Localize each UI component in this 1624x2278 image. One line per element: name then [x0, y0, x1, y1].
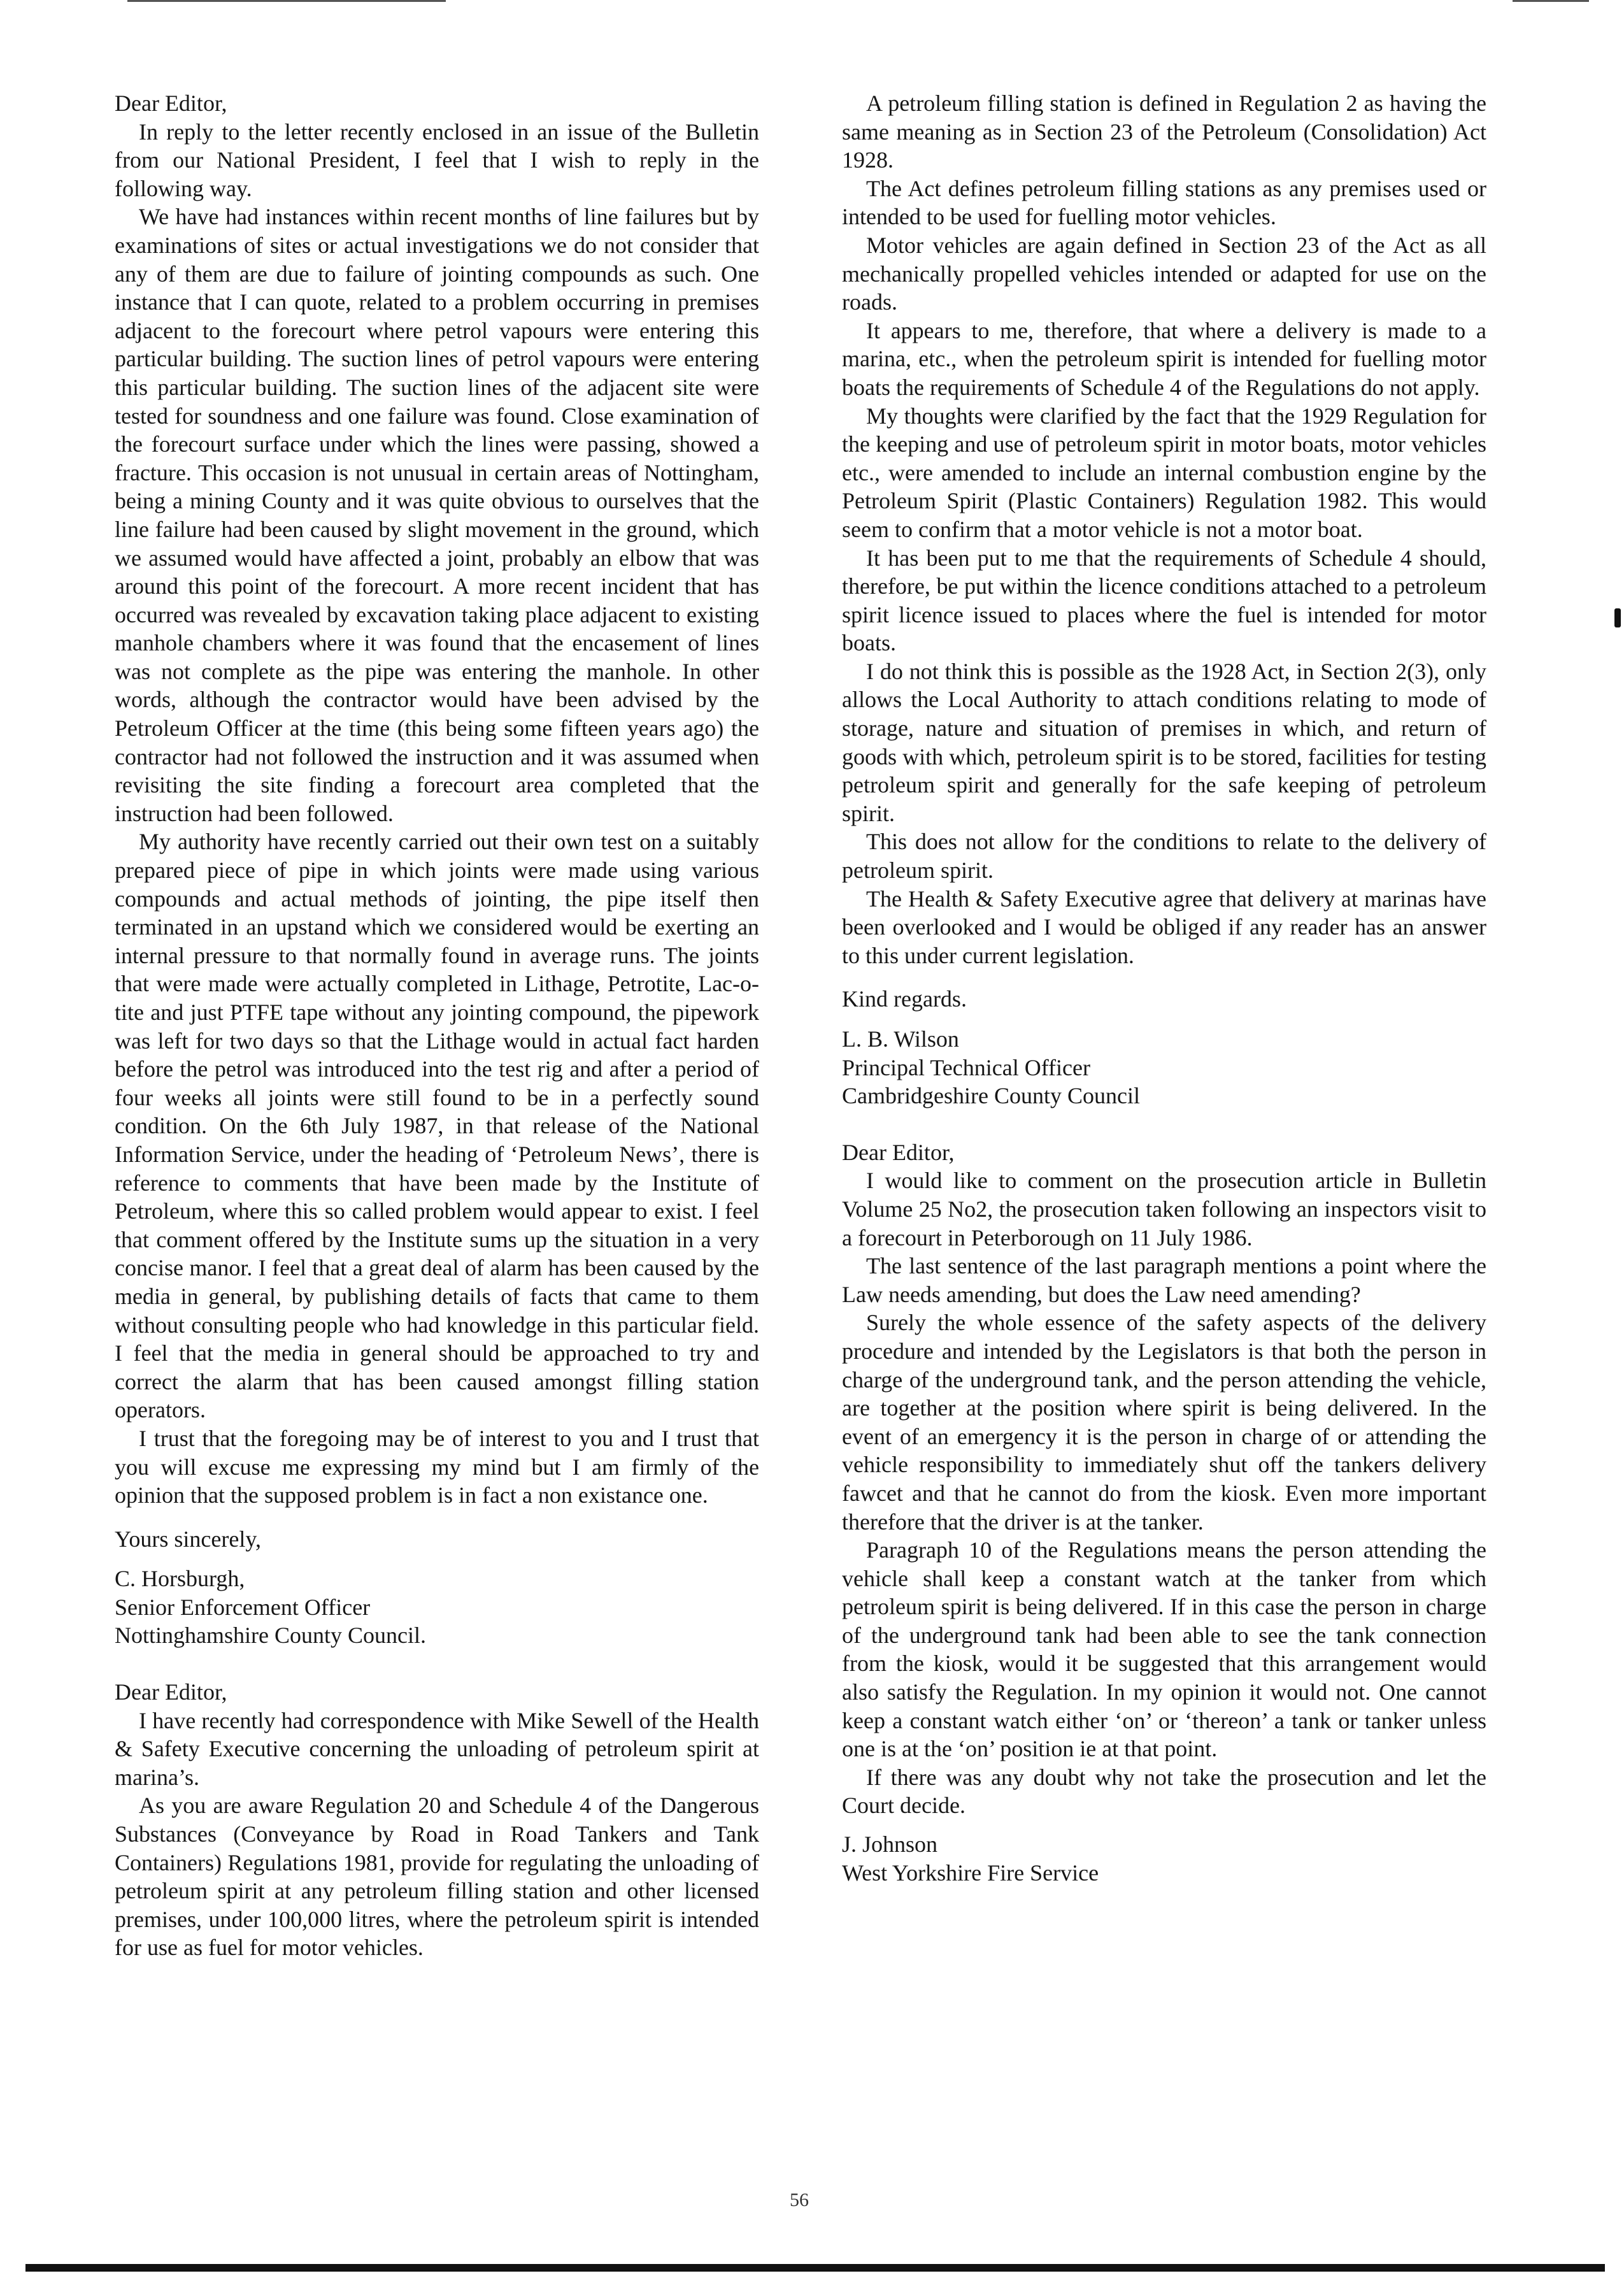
paragraph: The Health & Safety Executive agree that delivery at marinas have been overlooked and I would be obliged if any reader has an answer to this under current legislation. — [842, 885, 1486, 968]
signature-block — [842, 1025, 1486, 1110]
paragraph: Paragraph 10 of the Regulations means the person attending the vehicle shall keep a constant watch at the tanker from which petroleum spirit is being delivered. If in this case the person in charge of the underground tank had been able to see the tank connection from the kiosk, would it be suggested that this arrangement would also satisfy the Regulation. In my opinion it would not. One cannot keep a constant watch either ‘on’ or ‘thereon’ a tank or tanker unless one is at the ‘on’ position ie at that point. — [842, 1537, 1486, 1762]
paragraph: The Act defines petroleum filling stations as any premises used or intended to be used for fuelling motor vehicles. — [842, 175, 1486, 230]
signature-title: Principal Technical Officer — [842, 1054, 1090, 1080]
left-column — [115, 89, 759, 1962]
paragraph: The last sentence of the last paragraph mentions a point where the Law needs amending, but does the Law need amending? — [842, 1253, 1486, 1307]
paragraph: I trust that the foregoing may be of interest to you and I trust that you will excuse me expressing my mind but I am firmly of the opinion that the supposed problem is in fact a non existance one. — [115, 1425, 759, 1508]
salutation: Dear Editor, — [115, 1679, 227, 1705]
right-column — [842, 89, 1486, 1887]
paragraph: I do not think this is possible as the 1928 Act, in Section 2(3), only allows the Local Authority to attach conditions relating to mode of storage, nature and situation of premises in which, and return of goods with which, petroleum spirit is to be stored, facilities for testing petroleum spirit and generally for the safe keeping of petroleum spirit. — [842, 658, 1486, 826]
paragraph: This does not allow for the conditions to relate to the delivery of petroleum spirit. — [842, 829, 1486, 884]
paragraph: As you are aware Regulation 20 and Schedule 4 of the Dangerous Substances (Conveyance by Road in Road Tankers and Tank Containers) Regulations 1981, provide for regulating the unloading of petroleum spirit at any petroleum filling station and other licensed premises, under 100,000 litres, where the petroleum spirit is intended for use as fuel for motor vehicles. — [115, 1793, 759, 1961]
letter-wilson-part-2 — [842, 89, 1486, 1110]
letter-johnson — [842, 1138, 1486, 1887]
paragraph: I would like to comment on the prosecution article in Bulletin Volume 25 No2, the prosecution taken following an inspectors visit to a forecourt in Peterborough on 11 July 1986. — [842, 1168, 1486, 1250]
signature-name: L. B. Wilson — [842, 1026, 959, 1052]
paragraph: My authority have recently carried out their own test on a suitably prepared piece of pipe in which joints were made using various compounds and actual methods of jointing, the pipe itself then terminated in an upstand which we considered would be exerting an internal pressure to that normally found in average runs. The joints that were made were actually completed in Lithage, Petrotite, Lac-o-tite and just PTFE tape without any jointing compound, the pipework was left for two days so that the Lithage would in actual fact harden before the petrol was introduced into the test rig and after a period of four weeks all joints were still found to be in a perfectly sound condition. On the 6th July 1987, in that release of the National Information Service, under the heading of ‘Petroleum News’, there is reference to comments that have been made by the Institute of Petroleum, where this so called problem would appear to exist. I feel that comment offered by the Institute sums up the situation in a very concise manor. I feel that a great deal of alarm has been caused by the media in general, by publishing details of facts that came to them without consulting people who had knowledge in this particular field. I feel that the media in general should be approached to try and correct the alarm that has been caused amongst filling station operators. — [115, 829, 759, 1423]
paragraph: Surely the whole essence of the safety aspects of the delivery procedure and intended by the Legislators is that both the person in charge of the underground tank, and the person attending the vehicle, are together at the position where spirit is being delivered. In the event of an emergency it is the person in charge of or attending the vehicle responsibility to immediately shut off the tankers delivery fawcet and that he cannot do from the kiosk. Even more important therefore that the driver is at the tanker. — [842, 1310, 1486, 1535]
bottom-scan-edge — [25, 2264, 1605, 2272]
letter-wilson-part-1 — [115, 1678, 759, 1962]
signature-organization: West Yorkshire Fire Service — [842, 1859, 1099, 1886]
closing: Yours sincerely, — [115, 1526, 261, 1552]
paragraph: It has been put to me that the requirements of Schedule 4 should, therefore, be put within the licence conditions attached to a petroleum spirit licence issued to places where the fuel is intended for motor boats. — [842, 545, 1486, 656]
letter-horsburgh — [115, 89, 759, 1650]
salutation: Dear Editor, — [115, 90, 227, 116]
signature-name: J. Johnson — [842, 1831, 938, 1858]
top-rule-right — [1513, 0, 1589, 2]
paragraph: A petroleum filling station is defined in Regulation 2 as having the same meaning as in Section 23 of the Petroleum (Consolidation) Act 1928. — [842, 90, 1486, 173]
signature-name: C. Horsburgh, — [115, 1566, 245, 1592]
paragraph: We have had instances within recent months of line failures but by examinations of sites or actual investigations we do not consider that any of them are due to failure of jointing compounds as such. One instance that I can quote, related to a problem occurring in premises adjacent to the forecourt where petrol vapours were entering this particular building. The suction lines of petrol vapours were entering this particular building. The suction lines of the adjacent site were tested for soundness and one failure was found. Close examination of the forecourt surface under which the lines were passing, showed a fracture. This occasion is not unusual in certain areas of Nottingham, being a mining County and it was quite obvious to ourselves that the line failure had been caused by slight movement in the ground, which we assumed would have affected a joint, probably an elbow that was around this point of the forecourt. A more recent incident that has occurred was revealed by excavation taking place adjacent to existing manhole chambers where it was found that the encasement of lines was not complete as the pipe was entering the manhole. In other words, although the contractor would have been advised by the Petroleum Officer at the time (this being some fifteen years ago) the contractor had not followed the instruction and it was assumed when revisiting the site finding a forecourt area completed that the instruction had been followed. — [115, 204, 759, 826]
signature-title: Senior Enforcement Officer — [115, 1594, 371, 1620]
signature-block — [115, 1565, 759, 1650]
paragraph: Motor vehicles are again defined in Section 23 of the Act as all mechanically propelled vehicles intended or adapted for use on the roads. — [842, 232, 1486, 315]
signature-organization: Nottinghamshire County Council. — [115, 1623, 426, 1649]
scan-edge-mark — [1614, 608, 1621, 627]
signature-organization: Cambridgeshire County Council — [842, 1083, 1140, 1109]
paragraph: I have recently had correspondence with Mike Sewell of the Health & Safety Executive concerning the unloading of petroleum spirit at marina’s. — [115, 1707, 759, 1790]
paragraph: If there was any doubt why not take the prosecution and let the Court decide. — [842, 1764, 1486, 1819]
salutation: Dear Editor, — [842, 1139, 955, 1165]
paragraph: In reply to the letter recently enclosed in an issue of the Bulletin from our National President, I feel that I wish to reply in the following way. — [115, 118, 759, 201]
top-rule — [127, 0, 446, 2]
paragraph: My thoughts were clarified by the fact that the 1929 Regulation for the keeping and use of petroleum spirit in motor boats, motor vehicles etc., were amended to include an internal combustion engine by the Petroleum Spirit (Plastic Containers) Regulation 1982. This would seem to confirm that a motor vehicle is not a motor boat. — [842, 403, 1486, 542]
paragraph: It appears to me, therefore, that where a delivery is made to a marina, etc., when the petroleum spirit is intended for fuelling motor boats the requirements of Schedule 4 of the Regulations do not apply. — [842, 317, 1486, 400]
closing: Kind regards. — [842, 986, 967, 1012]
page-number: 56 — [790, 2189, 809, 2210]
signature-block — [842, 1830, 1486, 1887]
